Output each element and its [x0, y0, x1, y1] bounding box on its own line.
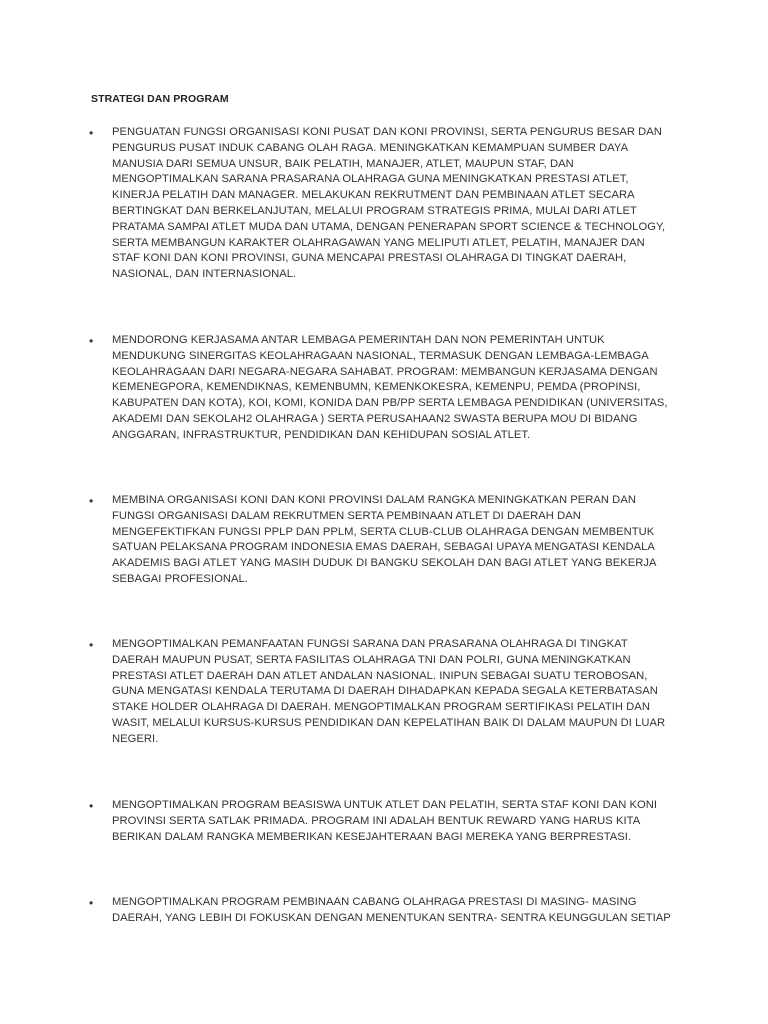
bullet-icon: •: [89, 896, 94, 910]
list-item-text: MENGOPTIMALKAN PROGRAM PEMBINAAN CABANG OLAHRAGA PRESTASI DI MASING- MASING DAERAH, YANG LEBIH DI FOKUSKAN DENGAN MENENTUKAN SENTRA- SENTRA KEUNGGULAN SETIAP: [112, 896, 671, 924]
list-item: [89, 125, 689, 283]
list-item: [89, 493, 689, 588]
list-item-text: PENGUATAN FUNGSI ORGANISASI KONI PUSAT DAN KONI PROVINSI, SERTA PENGURUS BESAR DAN PENGURUS PUSAT INDUK CABANG OLAH RAGA. MENINGKATKAN KEMAMPUAN SUMBER DAYA MANUSIA DARI SEMUA UNSUR, BAIK PELATIH, MANAJER, ATLET, MAUPUN STAF, DAN MENGOPTIMALKAN SARANA PRASARANA OLAHRAGA GUNA MENINGKATKAN PRESTASI ATLET, KINERJA PELATIH DAN MANAGER. MELAKUKAN REKRUTMENT DAN PEMBINAAN ATLET SECARA BERTINGKAT DAN BERKELANJUTAN, MELALUI PROGRAM STRATEGIS PRIMA, MULAI DARI ATLET PRATAMA SAMPAI ATLET MUDA DAN UTAMA, DENGAN PENERAPAN SPORT SCIENCE & TECHNOLOGY, SERTA MEMBANGUN KARAKTER OLAHRAGAWAN YANG MELIPUTI ATLET, PELATIH, MANAJER DAN STAF KONI DAN KONI PROVINSI, GUNA MENCAPAI PRESTASI OLAHRAGA DI TINGKAT DAERAH, NASIONAL, DAN INTERNASIONAL.: [112, 126, 666, 281]
bullet-icon: •: [89, 126, 94, 140]
list-item-text: MENGOPTIMALKAN PEMANFAATAN FUNGSI SARANA DAN PRASARANA OLAHRAGA DI TINGKAT DAERAH MAUPUN PUSAT, SERTA FASILITAS OLAHRAGA TNI DAN POLRI, GUNA MENINGKATKAN PRESTASI ATLET DAERAH DAN ATLET ANDALAN NASIONAL. INIPUN SEBAGAI SUATU TEROBOSAN, GUNA MENGATASI KENDALA TERUTAMA DI DAERAH DIHADAPKAN KEPADA SEGALA KETERBATASAN STAKE HOLDER OLAHRAGA DI DAERAH. MENGOPTIMALKAN PROGRAM SERTIFIKASI PELATIH DAN WASIT, MELALUI KURSUS-KURSUS PENDIDIKAN DAN KEPELATIHAN BAIK DI DALAM MAUPUN DI LUAR NEGERI.: [112, 638, 666, 745]
list-item: [89, 895, 689, 927]
bullet-icon: •: [89, 494, 94, 508]
bullet-icon: •: [89, 638, 94, 652]
list-item-text: MEMBINA ORGANISASI KONI DAN KONI PROVINSI DALAM RANGKA MENINGKATKAN PERAN DAN FUNGSI ORGANISASI DALAM REKRUTMEN SERTA PEMBINAAN ATLET DI DAERAH DAN MENGEFEKTIFKAN FUNGSI PPLP DAN PPLM, SERTA CLUB-CLUB OLAHRAGA DENGAN MEMBENTUK SATUAN PELAKSANA PROGRAM INDONESIA EMAS DAERAH, SEBAGAI UPAYA MENGATASI KENDALA AKADEMIS BAGI ATLET YANG MASIH DUDUK DI BANGKU SEKOLAH DAN BAGI ATLET YANG BEKERJA SEBAGAI PROFESIONAL.: [112, 494, 657, 585]
list-item: [89, 333, 689, 444]
list-item: [89, 637, 689, 748]
list-item-text: MENGOPTIMALKAN PROGRAM BEASISWA UNTUK ATLET DAN PELATIH, SERTA STAF KONI DAN KONI PROVINSI SERTA SATLAK PRIMADA. PROGRAM INI ADALAH BENTUK REWARD YANG HARUS KITA BERIKAN DALAM RANGKA MEMBERIKAN KESEJAHTERAAN BAGI MEREKA YANG BERPRESTASI.: [112, 799, 658, 843]
list-item: [89, 798, 689, 845]
document-title: STRATEGI DAN PROGRAM: [91, 93, 229, 105]
bullet-icon: •: [89, 799, 94, 813]
list-item-text: MENDORONG KERJASAMA ANTAR LEMBAGA PEMERINTAH DAN NON PEMERINTAH UNTUK MENDUKUNG SINERGITAS KEOLAHRAGAAN NASIONAL, TERMASUK DENGAN LEMBAGA-LEMBAGA KEOLAHRAGAAN DARI NEGARA-NEGARA SAHABAT. PROGRAM: MEMBANGUN KERJASAMA DENGAN KEMENEGPORA, KEMENDIKNAS, KEMENBUMN, KEMENKOKESRA, KEMENPU, PEMDA (PROPINSI, KABUPATEN DAN KOTA), KOI, KOMI, KONIDA DAN PB/PP SERTA LEMBAGA PENDIDIKAN (UNIVERSITAS, AKADEMI DAN SEKOLAH2 OLAHRAGA ) SERTA PERUSAHAAN2 SWASTA BERUPA MOU DI BIDANG ANGGARAN, INFRASTRUKTUR, PENDIDIKAN DAN KEHIDUPAN SOSIAL ATLET.: [112, 334, 668, 441]
bullet-icon: •: [89, 334, 94, 348]
